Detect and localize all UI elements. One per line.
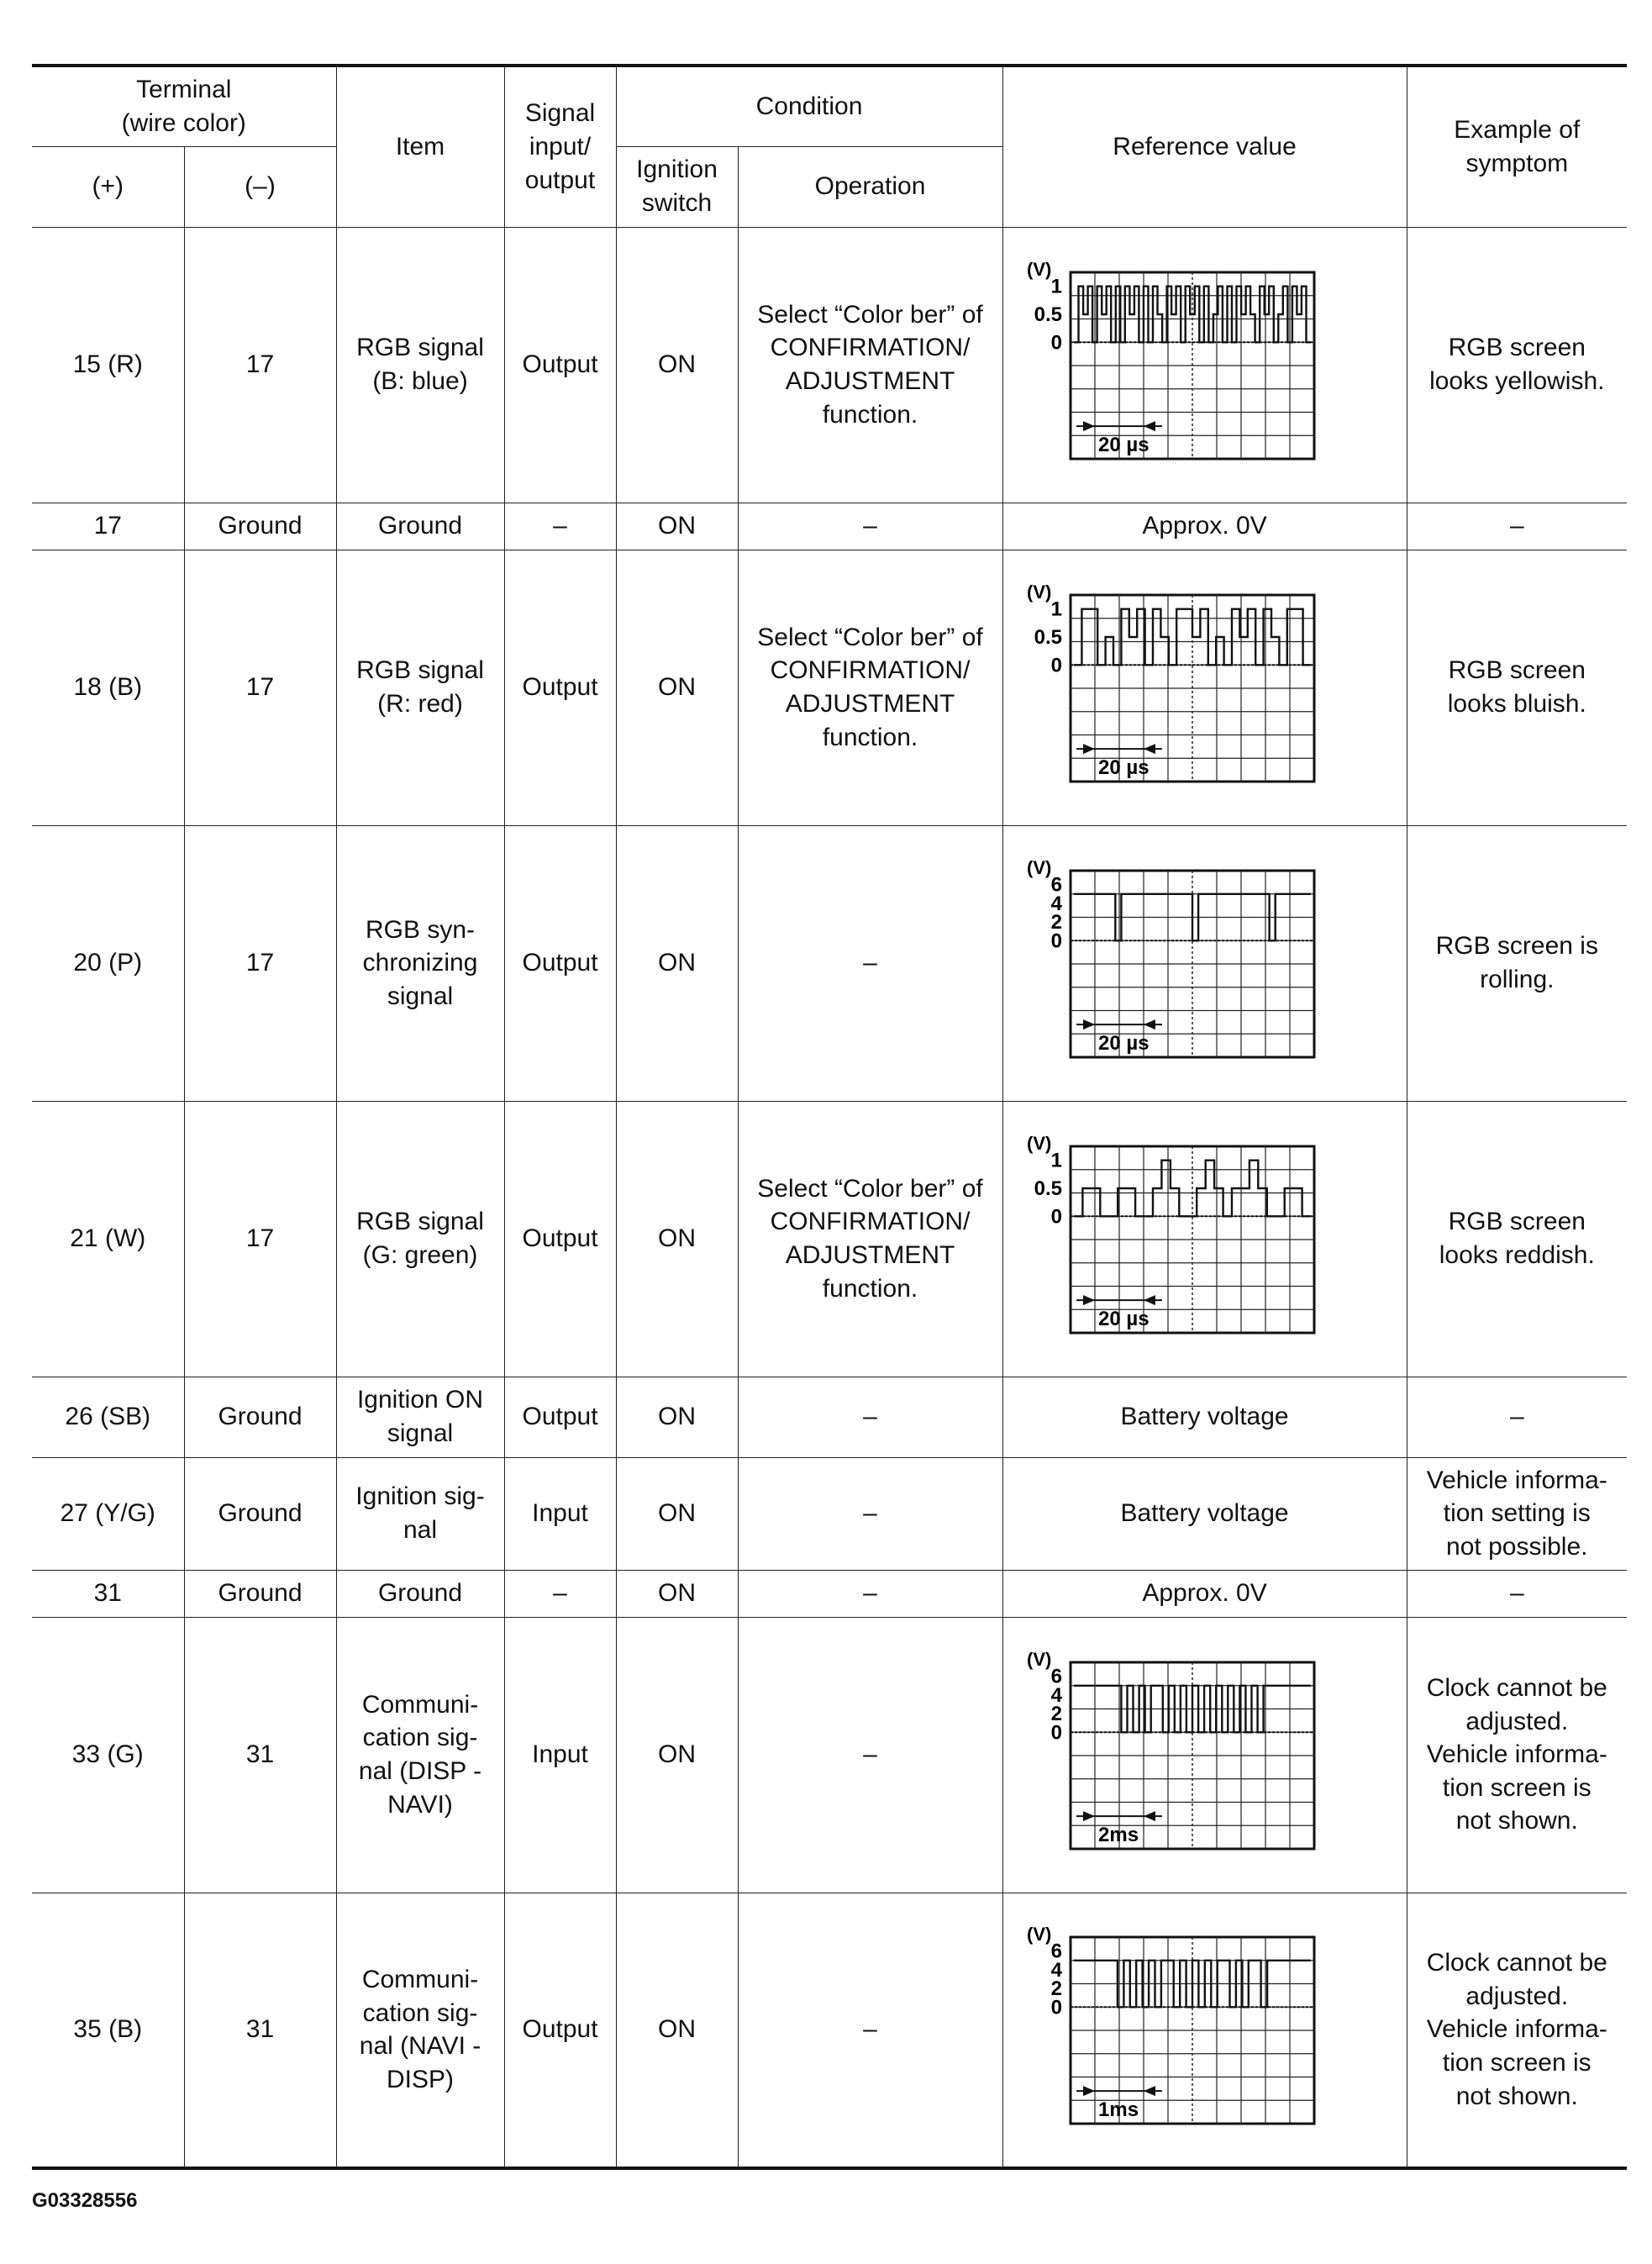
operation-cell: Select “Color ber” of CONFIRMATION/ ADJUSTMENT function. (738, 1101, 1002, 1377)
minus-terminal-cell: 17 (184, 825, 336, 1101)
reference-value-text: Battery voltage (1120, 1403, 1289, 1431)
y-tick-label: 6 (1050, 873, 1062, 897)
symptom-cell: RGB screen looks yellowish. (1407, 227, 1627, 503)
symptom-cell: Vehicle informa- tion setting is not possible. (1407, 1457, 1627, 1570)
operation-cell: Select “Color ber” of CONFIRMATION/ ADJUSTMENT function. (738, 550, 1002, 825)
arrow-head (1144, 1019, 1155, 1029)
reference-value-cell (1002, 825, 1407, 1101)
signal-io-cell: Output (504, 1101, 616, 1377)
y-tick-label: 0 (1050, 1996, 1062, 2019)
item-cell: RGB signal (R: red) (336, 550, 504, 825)
minus-terminal-cell: 17 (184, 227, 336, 503)
reference-value-cell (1002, 550, 1407, 825)
plus-terminal-header: (+) (32, 146, 184, 227)
y-unit-label: (V) (1026, 1649, 1051, 1670)
operation-cell: – (738, 1893, 1002, 2168)
operation-cell: – (738, 503, 1002, 550)
plus-terminal-cell: 33 (G) (32, 1617, 184, 1893)
y-tick-label: 1 (1050, 275, 1062, 298)
ignition-switch-cell: ON (616, 1101, 738, 1377)
item-cell: Ground (336, 503, 504, 550)
item-cell: RGB signal (B: blue) (336, 227, 504, 503)
reference-value-cell (1002, 1617, 1407, 1893)
ignition-switch-cell: ON (616, 1570, 738, 1617)
arrow-head (1083, 421, 1095, 431)
arrow-head (1083, 744, 1095, 754)
signal-io-cell: – (504, 503, 616, 550)
item-cell: Communi- cation sig- nal (DISP - NAVI) (336, 1617, 504, 1893)
y-unit-label: (V) (1026, 1924, 1051, 1945)
y-tick-label: 4 (1050, 892, 1062, 915)
table-row (32, 1377, 1627, 1457)
operation-cell: – (738, 1570, 1002, 1617)
operation-header: Operation (738, 146, 1002, 227)
y-tick-label: 6 (1050, 1665, 1062, 1688)
signal-io-cell: – (504, 1570, 616, 1617)
table-row (32, 1457, 1627, 1570)
ignition-switch-cell: ON (616, 1893, 738, 2168)
operation-cell: – (738, 825, 1002, 1101)
item-cell: RGB signal (G: green) (336, 1101, 504, 1377)
minus-terminal-cell: Ground (184, 1570, 336, 1617)
y-tick-label: 0.5 (1034, 303, 1062, 326)
y-unit-label: (V) (1026, 1133, 1051, 1154)
signal-io-cell: Input (504, 1457, 616, 1570)
y-tick-label: 0 (1050, 1205, 1062, 1229)
plus-terminal-cell: 35 (B) (32, 1893, 184, 2168)
item-cell: Ground (336, 1570, 504, 1617)
y-unit-label: (V) (1026, 857, 1051, 878)
condition-header: Condition (616, 66, 1002, 146)
signal-io-cell: Input (504, 1617, 616, 1893)
signal-io-cell: Output (504, 550, 616, 825)
y-tick-label: 4 (1050, 1683, 1062, 1707)
operation-cell: – (738, 1377, 1002, 1457)
signal-io-header: Signal input/ output (504, 66, 616, 227)
y-tick-label: 0 (1050, 1721, 1062, 1745)
signal-io-cell: Output (504, 825, 616, 1101)
table-row (32, 1617, 1627, 1893)
y-tick-label: 4 (1050, 1959, 1062, 1982)
reference-value-cell (1002, 1101, 1407, 1377)
time-division-label: 20 µs (1097, 1032, 1150, 1056)
item-cell: Ignition sig- nal (336, 1457, 504, 1570)
minus-terminal-header: (–) (184, 146, 336, 227)
arrow-head (1144, 1811, 1155, 1821)
item-header: Item (336, 66, 504, 227)
symptom-cell: – (1407, 1377, 1627, 1457)
reference-value-cell (1002, 227, 1407, 503)
reference-value-cell (1002, 1377, 1407, 1457)
waveform-scope-2 (1020, 578, 1390, 797)
time-division-label: 20 µs (1097, 756, 1150, 780)
figure-code: G03328556 (32, 2189, 138, 2212)
plus-terminal-cell: 21 (W) (32, 1101, 184, 1377)
y-tick-label: 0 (1050, 331, 1062, 355)
table-row (32, 1893, 1627, 2168)
y-unit-label: (V) (1026, 259, 1051, 280)
reference-value-cell (1002, 503, 1407, 550)
table-row (32, 1570, 1627, 1617)
arrow-head (1144, 744, 1155, 754)
plus-terminal-cell: 26 (SB) (32, 1377, 184, 1457)
time-division-label: 20 µs (1097, 1308, 1150, 1331)
arrow-head (1083, 2086, 1095, 2096)
ignition-switch-cell: ON (616, 550, 738, 825)
symptom-cell: – (1407, 1570, 1627, 1617)
symptom-cell: RGB screen looks reddish. (1407, 1101, 1627, 1377)
reference-value-cell (1002, 1893, 1407, 2168)
signal-io-cell: Output (504, 227, 616, 503)
y-tick-label: 6 (1050, 1940, 1062, 1963)
y-tick-label: 1 (1050, 1149, 1062, 1172)
y-tick-label: 2 (1050, 1977, 1062, 2001)
table-row (32, 503, 1627, 550)
ignition-switch-cell: ON (616, 1617, 738, 1893)
symptom-cell: Clock cannot be adjusted. Vehicle informa- tion screen is not shown. (1407, 1617, 1627, 1893)
symptom-cell: Clock cannot be adjusted. Vehicle informa- tion screen is not shown. (1407, 1893, 1627, 2168)
signal-io-cell: Output (504, 1377, 616, 1457)
ignition-switch-header: Ignition switch (616, 146, 738, 227)
reference-value-cell (1002, 1570, 1407, 1617)
example-symptom-header: Example of symptom (1407, 66, 1627, 227)
arrow-head (1144, 1295, 1155, 1305)
reference-value-cell (1002, 1457, 1407, 1570)
symptom-cell: – (1407, 503, 1627, 550)
plus-terminal-cell: 18 (B) (32, 550, 184, 825)
terminal-reference-table (32, 64, 1627, 2170)
ignition-switch-cell: ON (616, 1377, 738, 1457)
symptom-cell: RGB screen looks bluish. (1407, 550, 1627, 825)
y-tick-label: 0 (1050, 929, 1062, 953)
operation-cell: – (738, 1617, 1002, 1893)
arrow-head (1144, 2086, 1155, 2096)
time-division-label: 1ms (1097, 2098, 1139, 2122)
arrow-head (1083, 1811, 1095, 1821)
plus-terminal-cell: 20 (P) (32, 825, 184, 1101)
y-unit-label: (V) (1026, 582, 1051, 603)
minus-terminal-cell: Ground (184, 1377, 336, 1457)
terminal-header: Terminal (wire color) (32, 66, 336, 146)
waveform-scope-9 (1020, 1920, 1390, 2139)
symptom-cell: RGB screen is rolling. (1407, 825, 1627, 1101)
plus-terminal-cell: 27 (Y/G) (32, 1457, 184, 1570)
table-row (32, 227, 1627, 503)
arrow-head (1083, 1295, 1095, 1305)
table-row (32, 1101, 1627, 1377)
waveform-scope-3 (1020, 854, 1390, 1072)
item-cell: Ignition ON signal (336, 1377, 504, 1457)
reference-value-text: Approx. 0V (1142, 512, 1267, 540)
table-row (32, 550, 1627, 825)
operation-cell: Select “Color ber” of CONFIRMATION/ ADJUSTMENT function. (738, 227, 1002, 503)
minus-terminal-cell: 31 (184, 1893, 336, 2168)
time-division-label: 2ms (1097, 1824, 1139, 1847)
y-tick-label: 0.5 (1034, 625, 1062, 649)
waveform-scope-4 (1020, 1129, 1390, 1348)
time-division-label: 20 µs (1097, 434, 1150, 457)
minus-terminal-cell: Ground (184, 503, 336, 550)
signal-io-cell: Output (504, 1893, 616, 2168)
reference-value-header: Reference value (1002, 66, 1407, 227)
waveform-scope-0 (1020, 255, 1390, 474)
ignition-switch-cell: ON (616, 227, 738, 503)
minus-terminal-cell: 17 (184, 1101, 336, 1377)
y-tick-label: 2 (1050, 1703, 1062, 1726)
arrow-head (1144, 421, 1155, 431)
y-tick-label: 0 (1050, 654, 1062, 677)
item-cell: Communi- cation sig- nal (NAVI - DISP) (336, 1893, 504, 2168)
y-tick-label: 2 (1050, 911, 1062, 935)
y-tick-label: 1 (1050, 598, 1062, 621)
ignition-switch-cell: ON (616, 1457, 738, 1570)
table-body (32, 227, 1627, 2168)
waveform-scope-8 (1020, 1645, 1390, 1864)
plus-terminal-cell: 17 (32, 503, 184, 550)
y-tick-label: 0.5 (1034, 1177, 1062, 1200)
ignition-switch-cell: ON (616, 503, 738, 550)
arrow-head (1083, 1019, 1095, 1029)
item-cell: RGB syn- chronizing signal (336, 825, 504, 1101)
ignition-switch-cell: ON (616, 825, 738, 1101)
minus-terminal-cell: Ground (184, 1457, 336, 1570)
plus-terminal-cell: 31 (32, 1570, 184, 1617)
plus-terminal-cell: 15 (R) (32, 227, 184, 503)
minus-terminal-cell: 17 (184, 550, 336, 825)
table-row (32, 825, 1627, 1101)
minus-terminal-cell: 31 (184, 1617, 336, 1893)
operation-cell: – (738, 1457, 1002, 1570)
reference-value-text: Approx. 0V (1142, 1579, 1267, 1608)
reference-value-text: Battery voltage (1120, 1499, 1289, 1528)
